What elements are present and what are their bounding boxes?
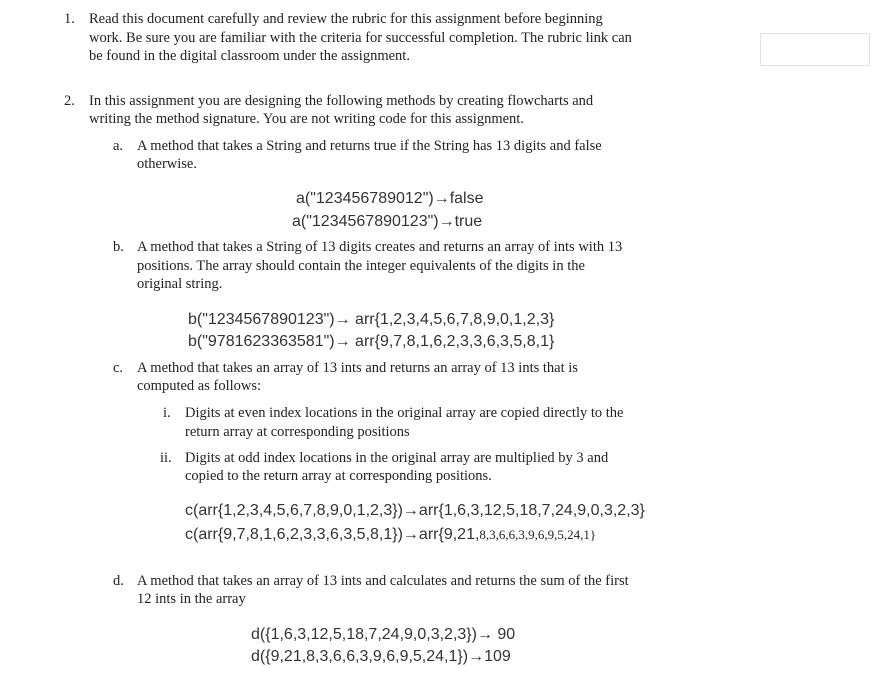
blank-box [760,33,870,66]
sub-c-ii-line-1: Digits at odd index locations in the original array are multiplied by 3 and [185,450,609,466]
sub-c-example-2-prefix: c(arr{9,7,8,1,6,2,3,3,6,3,5,8,1})→arr{9,21, [185,526,480,543]
sub-b-line-2: positions. The array should contain the integer equivalents of the digits in the [137,258,585,274]
sub-a-line-2: otherwise. [137,156,197,172]
sub-a-label: a. [113,138,124,154]
item-2-line-2: writing the method signature. You are not writing code for this assignment. [89,111,524,127]
sub-d-example-2: d({9,21,8,3,6,6,3,9,6,9,5,24,1})→109 [251,648,511,665]
sub-a-example-1: a("123456789012")→false [296,190,484,207]
sub-c-example-2 [185,526,596,545]
sub-c-ii-line-2: copied to the return array at corresponding positions. [185,468,492,484]
sub-c-i-line-2: return array at corresponding positions [185,424,410,440]
item-2-line-1: In this assignment you are designing the following methods by creating flowcharts and [89,93,594,109]
item-1-number: 1. [64,11,75,27]
sub-c-example-1: c(arr{1,2,3,4,5,6,7,8,9,0,1,2,3})→arr{1,6,3,12,5,18,7,24,9,0,3,2,3} [185,502,645,519]
sub-b-line-3: original string. [137,276,223,292]
sub-b-example-1: b("1234567890123")→ arr{1,2,3,4,5,6,7,8,9,0,1,2,3} [188,311,555,328]
sub-c-line-2: computed as follows: [137,378,262,394]
sub-d-line-1: A method that takes an array of 13 ints and calculates and returns the sum of the first [137,573,629,589]
sub-c-i-line-1: Digits at even index locations in the original array are copied directly to the [185,405,624,421]
sub-c-i-label: i. [163,405,171,421]
sub-a-example-2: a("1234567890123")→true [292,213,483,230]
sub-b-example-2: b("9781623363581")→ arr{9,7,8,1,6,2,3,3,6,3,5,8,1} [188,333,555,350]
item-2-number: 2. [64,93,75,109]
item-1-line-3: be found in the digital classroom under the assignment. [89,48,410,64]
sub-c-example-2-suffix: 8,3,6,6,3,9,6,9,5,24,1} [479,527,597,542]
sub-d-example-1: d({1,6,3,12,5,18,7,24,9,0,3,2,3})→ 90 [251,626,516,643]
item-1-line-2: work. Be sure you are familiar with the criteria for successful completion. The rubric link can [89,30,632,46]
sub-b-label: b. [113,239,124,255]
sub-d-line-2: 12 ints in the array [137,591,246,607]
sub-c-ii-label: ii. [160,450,172,466]
sub-a-line-1: A method that takes a String and returns true if the String has 13 digits and false [137,138,602,154]
sub-b-line-1: A method that takes a String of 13 digits creates and returns an array of ints with 13 [137,239,623,255]
sub-c-label: c. [113,360,124,376]
item-1-line-1: Read this document carefully and review the rubric for this assignment before beginning [89,11,603,27]
sub-c-line-1: A method that takes an array of 13 ints and returns an array of 13 ints that is [137,360,578,376]
sub-d-label: d. [113,573,124,589]
